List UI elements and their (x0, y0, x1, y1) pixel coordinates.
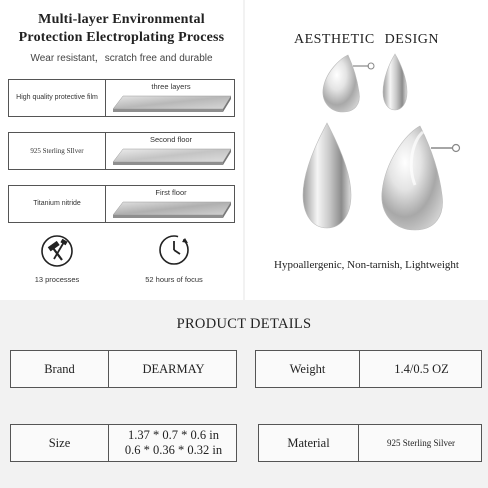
process-panel (0, 0, 243, 300)
layer-row-sterling-silver (8, 132, 235, 170)
detail-value: 1.4/0.5 OZ (394, 361, 449, 376)
layer-caption: three layers (151, 82, 191, 91)
detail-key: Brand (44, 361, 75, 376)
small-earring-side (323, 55, 374, 112)
layer-caption: First floor (155, 188, 187, 197)
hammer-tools-icon (40, 234, 74, 268)
large-earring-front (303, 123, 351, 228)
process-subtitle: Wear resistant，scratch free and durable (30, 53, 213, 64)
detail-value (109, 425, 238, 461)
plate-icon (113, 94, 231, 114)
detail-key: Weight (289, 361, 326, 376)
feature-label: 52 hours of focus (145, 275, 203, 284)
layer-row-titanium-nitride (8, 185, 235, 223)
plate-icon (113, 200, 231, 220)
detail-value-line1: 1.37 * 0.7 * 0.6 in (128, 428, 219, 442)
process-title-line1: Multi-layer Environmental (38, 12, 205, 27)
plate-icon (113, 147, 231, 167)
large-earring-side (382, 126, 460, 230)
details-title: PRODUCT DETAILS (176, 316, 312, 332)
detail-value: 925 Sterling Silver (387, 437, 455, 448)
detail-row-material (258, 424, 482, 462)
process-title-line2: Protection Electroplating Process (18, 30, 225, 45)
detail-value: DEARMAY (142, 361, 205, 376)
detail-key: Size (48, 435, 71, 450)
small-earring-front (383, 54, 407, 110)
layer-label: 925 Sterling SIlver (30, 147, 84, 155)
aesthetic-panel (245, 0, 488, 300)
aesthetic-title: AESTHETIC DESIGN (293, 32, 440, 47)
feature-label: 13 processes (34, 275, 80, 284)
earrings-image (245, 0, 488, 250)
clock-icon (157, 233, 191, 267)
detail-value-line2: 0.6 * 0.36 * 0.32 in (124, 443, 223, 457)
detail-row-brand (10, 350, 237, 388)
aesthetic-caption: Hypoallergenic, Non-tarnish, Lightweight (274, 259, 459, 271)
detail-key: Material (287, 435, 330, 450)
detail-row-weight (255, 350, 482, 388)
layer-row-protective-film (8, 79, 235, 117)
layer-caption: Second floor (149, 135, 193, 144)
layer-label: High quality protective film (16, 94, 98, 101)
detail-row-size (10, 424, 237, 462)
layer-label: Titanium nitride (33, 200, 81, 207)
